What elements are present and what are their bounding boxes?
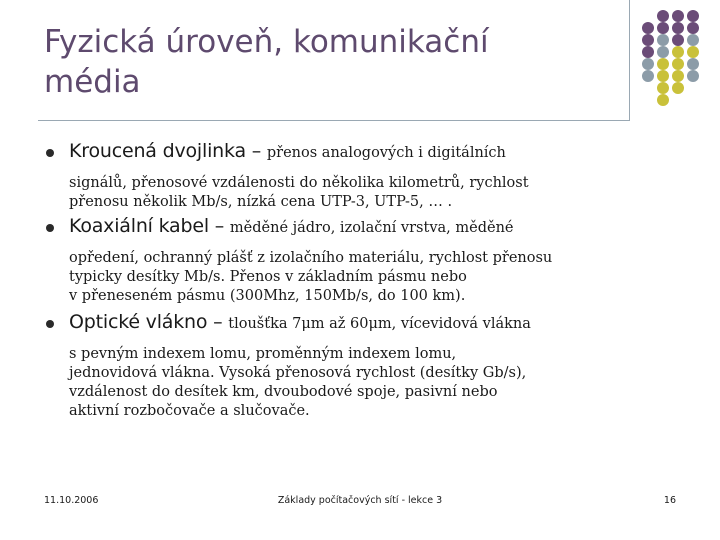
decorative-dot xyxy=(687,22,699,34)
item-lead xyxy=(69,311,679,337)
item-lead xyxy=(69,215,679,241)
decorative-dot xyxy=(657,94,669,106)
footer-date: 11.10.2006 xyxy=(44,495,99,506)
decorative-dot xyxy=(642,46,654,58)
decorative-dot xyxy=(687,10,699,22)
decorative-dot xyxy=(687,46,699,58)
decorative-dot xyxy=(672,34,684,46)
item-lead-text: tloušťka 7μm až 60μm, vícevidová vlákna xyxy=(228,316,531,332)
list-item-optical-fiber xyxy=(69,311,679,421)
decorative-dot xyxy=(672,10,684,22)
decorative-dot xyxy=(657,58,669,70)
decorative-dot xyxy=(672,82,684,94)
decorative-dot xyxy=(657,82,669,94)
decorative-dot xyxy=(687,34,699,46)
footer-page-number: 16 xyxy=(663,495,676,506)
decorative-dot xyxy=(642,22,654,34)
item-heading: Koaxiální kabel – xyxy=(69,215,230,237)
decorative-dot-grid xyxy=(640,10,720,110)
bullet-icon xyxy=(46,149,54,157)
item-lead-text: přenos analogových i digitálních xyxy=(266,145,506,161)
decorative-dot xyxy=(642,58,654,70)
decorative-dot xyxy=(657,22,669,34)
item-lead-text: měděné jádro, izolační vrstva, měděné xyxy=(229,220,514,236)
title-line-1: Fyzická úroveň, komunikační xyxy=(44,24,489,60)
item-body: signálů, přenosové vzdálenosti do několika kilometrů, rychlost přenosu několik Mb/s, nízká cena UTP-3, UTP-5, … . xyxy=(69,175,529,210)
decorative-dot xyxy=(657,70,669,82)
decorative-dot xyxy=(642,34,654,46)
footer-course: Základy počítačových sítí - lekce 3 xyxy=(277,495,443,506)
slide-title xyxy=(44,22,604,102)
item-lead xyxy=(69,140,679,166)
decorative-dot xyxy=(672,70,684,82)
item-body: s pevným indexem lomu, proměnným indexem lomu, jednovidová vlákna. Vysoká přenosová rychlost (desítky Gb/s), vzdálenost do desítek km, dvoubodové spoje, pasivní nebo aktivní rozbočovače a slučovače. xyxy=(69,346,527,419)
decorative-dot xyxy=(642,70,654,82)
title-divider xyxy=(38,120,630,121)
list-item-twisted-pair xyxy=(69,140,679,212)
decorative-dot xyxy=(672,22,684,34)
decorative-dot xyxy=(687,58,699,70)
item-heading: Kroucená dvojlinka – xyxy=(69,140,267,162)
list-item-coaxial-cable xyxy=(69,215,679,306)
decorative-dot xyxy=(687,70,699,82)
item-body: opředení, ochranný plášť z izolačního materiálu, rychlost přenosu typicky desítky Mb/s. Přenos v základním pásmu nebo v přeneseném pásmu (300Mhz, 150Mb/s, do 100 km). xyxy=(69,250,553,304)
title-vertical-divider xyxy=(629,0,630,120)
item-heading: Optické vlákno – xyxy=(69,311,229,333)
decorative-dot xyxy=(657,10,669,22)
decorative-dot xyxy=(672,46,684,58)
decorative-dot xyxy=(657,46,669,58)
decorative-dot xyxy=(657,34,669,46)
decorative-dot xyxy=(672,58,684,70)
bullet-icon xyxy=(46,224,54,232)
title-line-2: média xyxy=(44,64,141,100)
bullet-icon xyxy=(46,320,54,328)
